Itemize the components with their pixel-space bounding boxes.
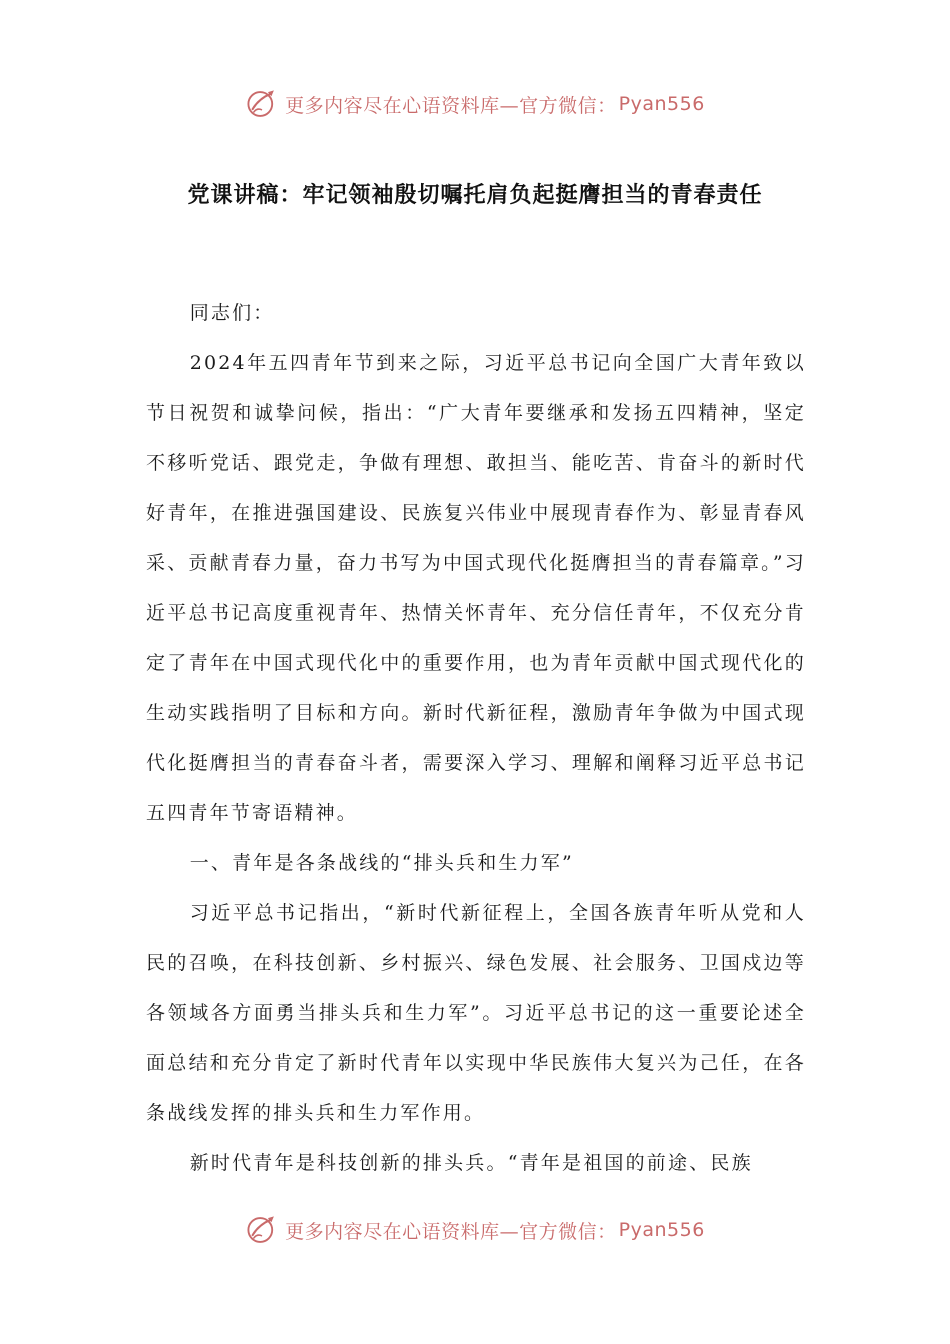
body-paragraph: 2024年五四青年节到来之际，习近平总书记向全国广大青年致以节日祝贺和诚挚问候，指出：“广大青年要继承和发扬五四精神，坚定不移听党话、跟党走，争做有理想、敢担当、能吃苦、肯奋斗的新时代好青年，在推进强国建设、民族复兴伟业中展现青春作为、彰显青春风采、贡献青春力量，奋力书写为中国式现代化挺膺担当的青春篇章。”习近平总书记高度重视青年、热情关怀青年、充分信任青年，不仅充分肯定了青年在中国式现代化中的重要作用，也为青年贡献中国式现代化的生动实践指明了目标和方向。新时代新征程，激励青年争做为中国式现代化挺膺担当的青春奋斗者，需要深入学习、理解和阐释习近平总书记五四青年节寄语精神。 [146,352,806,824]
watermark-footer [0,1210,950,1250]
watermark-text: 更多内容尽在心语资料库—官方微信： [285,1220,617,1243]
pen-logo-icon [245,1213,279,1247]
document-title: 党课讲稿：牢记领袖殷切嘱托肩负起挺膺担当的青春责任 [187,182,763,208]
section-heading: 一、青年是各条战线的“排头兵和生力军” [189,852,574,874]
watermark-wechat-id: Pyan556 [618,93,705,115]
document-body [146,288,806,1188]
watermark-text: 更多内容尽在心语资料库—官方微信： [285,94,617,117]
body-paragraph: 新时代青年是科技创新的排头兵。“青年是祖国的前途、民族 [189,1152,753,1174]
body-paragraph: 习近平总书记指出，“新时代新征程上，全国各族青年听从党和人民的召唤，在科技创新、乡村振兴、绿色发展、社会服务、卫国戍边等各领域各方面勇当排头兵和生力军”。习近平总书记的这一重要论述全面总结和充分肯定了新时代青年以实现中华民族伟大复兴为己任，在各条战线发挥的排头兵和生力军作用。 [146,902,806,1124]
salutation: 同志们： [189,302,275,324]
watermark-wechat-id: Pyan556 [618,1219,705,1241]
pen-logo-icon [245,87,279,121]
watermark-header [0,84,950,124]
